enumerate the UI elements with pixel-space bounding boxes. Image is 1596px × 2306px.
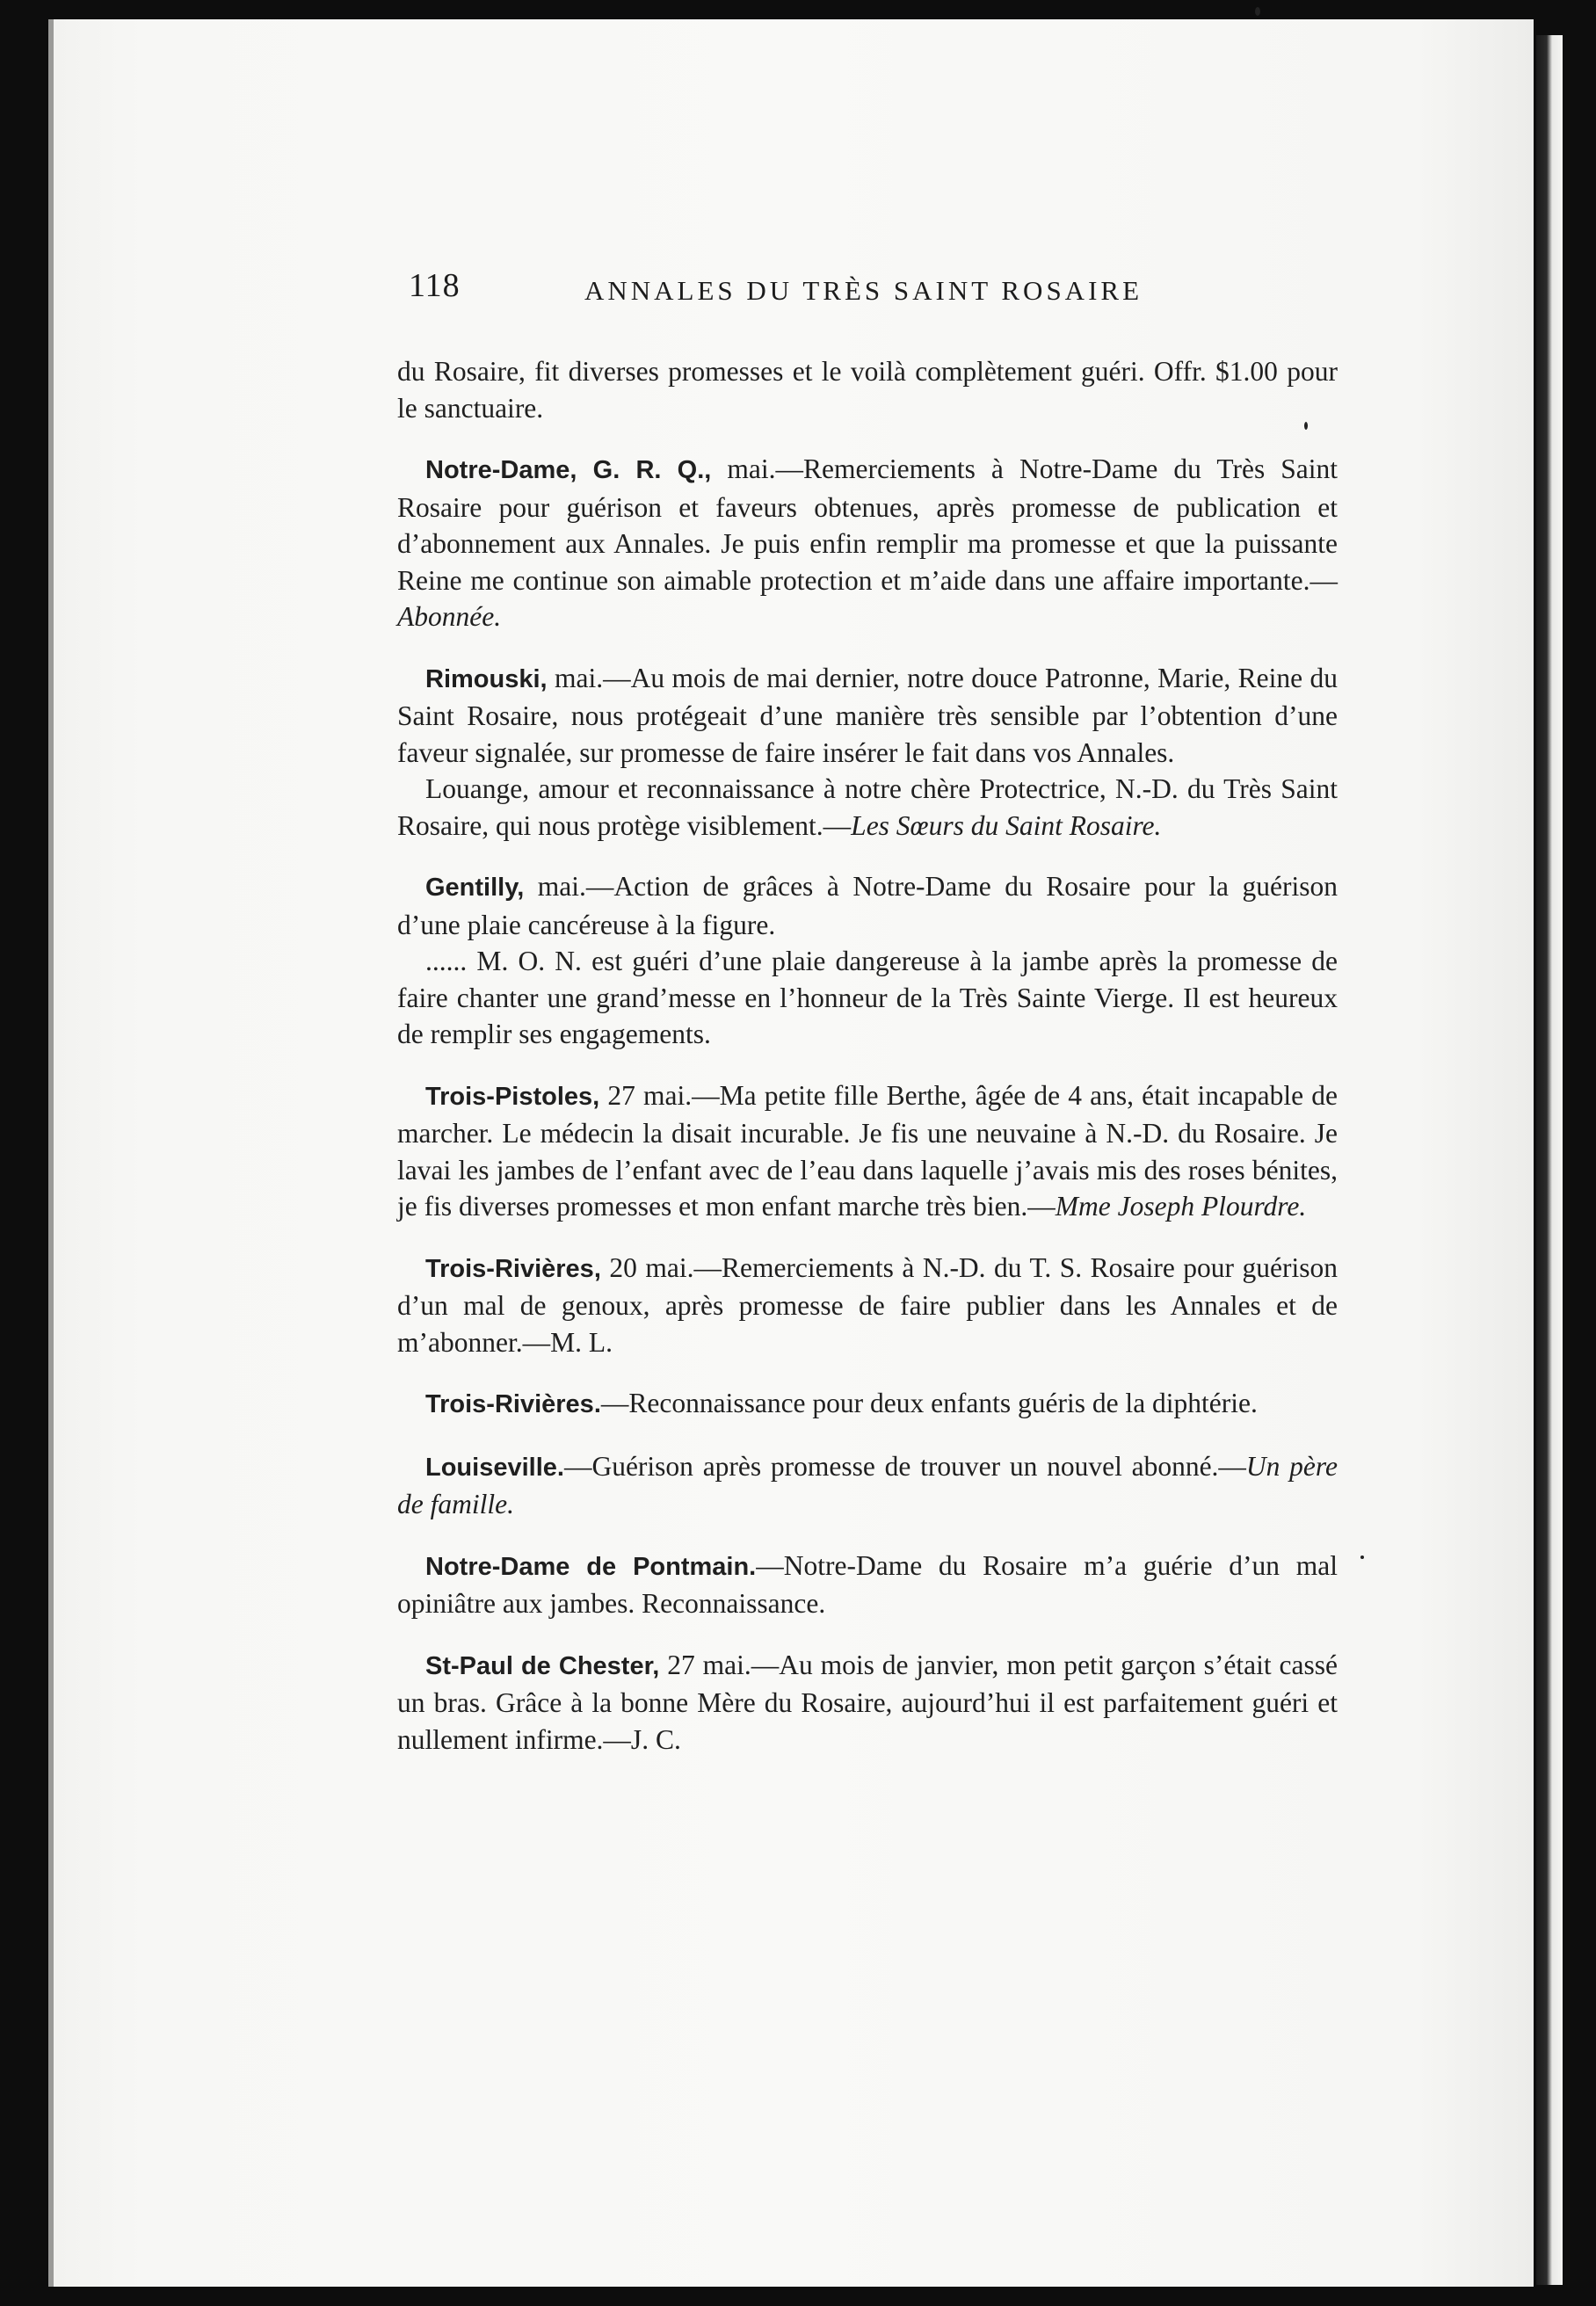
testimony-paragraph [397, 660, 1338, 772]
testimony-paragraph [397, 868, 1338, 943]
signature: Abonnée. [397, 601, 502, 632]
testimony-paragraph [397, 1448, 1338, 1523]
testimony-text: 27 mai.—Au mois de janvier, mon petit garçon s’était cassé un bras. Grâce à la bonne Mère du Rosaire, aujourd’hui il est parfaitement guéri et nullement infirme.—J. C. [397, 1649, 1338, 1755]
testimony-text: mai.—Au mois de mai dernier, notre douce Patronne, Marie, Reine du Saint Rosaire, nous protégeait d’une manière très sensible par l’obtention d’une faveur signalée, sur promesse de faire insérer le fait dans vos Annales. [397, 662, 1338, 768]
testimony-text: mai.—Action de grâces à Notre-Dame du Rosaire pour la guérison d’une plaie cancéreuse à la figure. [397, 871, 1338, 940]
place-name: St-Paul de Chester, [425, 1651, 660, 1680]
scan-speck [1304, 422, 1308, 430]
testimony-paragraph [397, 1548, 1338, 1622]
testimony-text: 20 mai.—Remerciements à N.-D. du T. S. Rosaire pour guérison d’un mal de genoux, après promesse de faire publier dans les Annales et de m’abonner.—M. L. [397, 1251, 1338, 1358]
place-name: Notre-Dame, G. R. Q., [425, 456, 712, 484]
place-name: Notre-Dame de Pontmain. [425, 1552, 757, 1581]
testimony-text: mai.—Remerciements à Notre-Dame du Très Saint Rosaire pour guérison et faveurs obtenues, après promesse de publication et d’abonnement aux Annales. Je puis enfin remplir ma promesse et que la puissante Reine me continue son aimable protection et m’aide dans une affaire importante.— [397, 453, 1338, 596]
testimony-text: 27 mai.—Ma petite fille Berthe, âgée de 4 ans, était incapable de marcher. Le médecin la disait incurable. Je fis une neuvaine à N.-D. du Rosaire. Je lavai les jambes de l’enfant avec de l’eau dans laquelle j’avais mis des roses bénites, je fis diverses promesses et mon enfant marche très bien.— [397, 1079, 1338, 1222]
signature: Les Sœurs du Saint Rosaire. [851, 809, 1162, 841]
place-name: Trois-Rivières, [425, 1254, 601, 1283]
place-name: Gentilly, [425, 874, 525, 902]
scan-speck [1255, 7, 1260, 16]
scan-speck [1360, 1555, 1364, 1559]
place-name: Rimouski, [425, 664, 548, 693]
testimony-paragraph [397, 943, 1338, 1053]
testimony-text: ...... M. O. N. est guéri d’une plaie dangereuse à la jambe après la promesse de faire chanter une grand’messe en l’honneur de la Très Sainte Vierge. Il est heureux de remplir ses engagements. [397, 946, 1338, 1049]
testimony-paragraph [397, 451, 1338, 635]
place-name: Louiseville. [425, 1453, 564, 1482]
signature: Mme Joseph Plourdre. [1055, 1191, 1307, 1222]
testimony-paragraph [397, 1647, 1338, 1759]
testimony-text: —Reconnaissance pour deux enfants guéris de la diphtérie. [600, 1388, 1258, 1418]
testimony-paragraph [397, 771, 1338, 844]
signature: Un père de famille. [397, 1450, 1338, 1519]
testimony-text: Louange, amour et reconnaissance à notre chère Protectrice, N.-D. du Très Saint Rosaire, qui nous protège visiblement.— [397, 773, 1338, 841]
page-header [409, 266, 1173, 319]
page-body [397, 353, 1338, 1758]
testimony-paragraph [397, 1077, 1338, 1225]
testimony-paragraph [397, 1385, 1338, 1424]
facing-page-edge [1536, 35, 1563, 2285]
scan-border [1563, 35, 1596, 2285]
testimony-text: —Guérison après promesse de trouver un nouvel abonné.— [563, 1450, 1246, 1482]
testimony-paragraph [397, 1250, 1338, 1361]
place-name: Trois-Rivières. [425, 1390, 601, 1418]
running-title: ANNALES DU TRÈS SAINT ROSAIRE [584, 275, 1143, 306]
testimony-text: —Notre-Dame du Rosaire m’a guérie d’un mal opiniâtre aux jambes. Reconnaissance. [397, 1549, 1338, 1619]
page-number: 118 [409, 267, 461, 304]
testimony-text: du Rosaire, fit diverses promesses et le voilà complètement guéri. Offr. $1.00 pour le sanctuaire. [397, 356, 1338, 424]
place-name: Trois-Pistoles, [425, 1082, 600, 1111]
testimony-paragraph [397, 353, 1338, 426]
